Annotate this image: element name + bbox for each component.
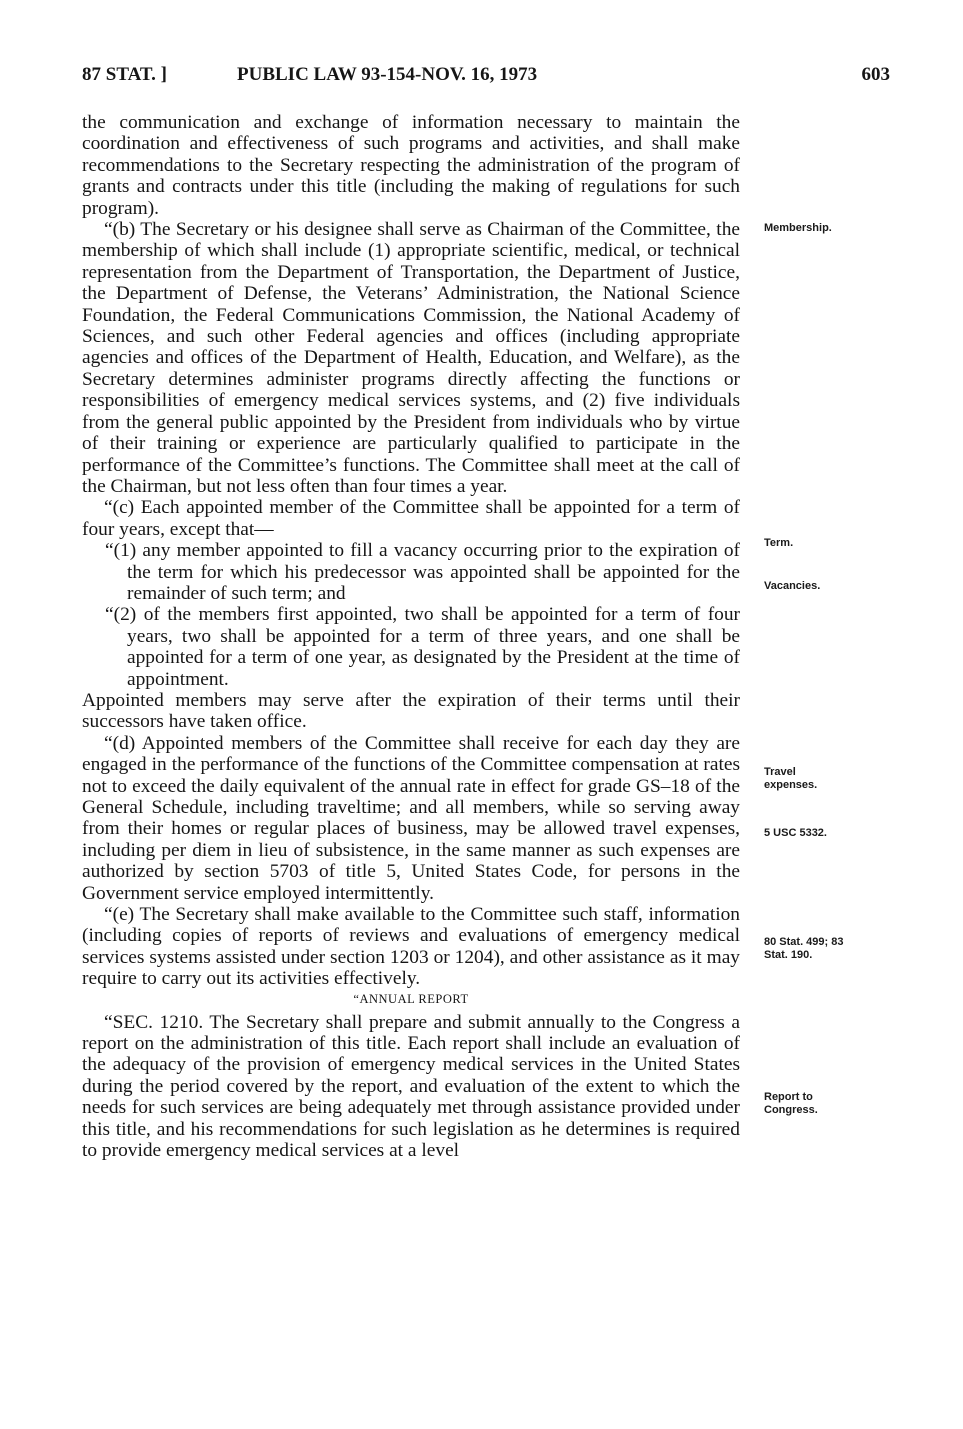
paragraph: the communication and exchange of information necessary to maintain the coordination and effectiveness of such programs and activities, and shall make recommendations to the Secretary respecting the administration of the program of grants and contracts under this title (including the making of regulations for such program). [82, 112, 740, 219]
section-heading: “ANNUAL REPORT [353, 991, 469, 1006]
paragraph: “(e) The Secretary shall make available to the Committee such staff, information (including copies of reports of reviews and evaluations of emergency medical services systems assisted under section 1203 or 1204), and other assistance as it may require to carry out its activities effectively. [82, 904, 740, 990]
page-number: 603 [861, 64, 890, 85]
subparagraph: “(2) of the members first appointed, two shall be appointed for a term of four years, two shall be appointed for a term of three years, and one shall be appointed for a term of one year, as designated by the President at the time of appointment. [105, 604, 740, 690]
margin-note-usc: 5 USC 5332. [764, 827, 827, 839]
paragraph: Appointed members may serve after the expiration of their terms until their successors have taken office. [82, 689, 740, 733]
page-title: PUBLIC LAW 93-154-NOV. 16, 1973 [237, 64, 538, 85]
margin-note-term: Term. [764, 537, 794, 549]
paragraph: “(d) Appointed members of the Committee shall receive for each day they are engaged in the performance of the functions of the Committee compensation at rates not to exceed the daily equivalent of the annual rate in effect for grade GS–18 of the General Schedule, including traveltime; and all members, while so serving away from their homes or regular places of business, may be allowed travel expenses, including per diem in lieu of subsistence, in the same manner as such expenses are authorized by section 5703 of title 5, United States Code, for persons in the Government service employed intermittently. [82, 732, 740, 904]
margin-note-report: Report to Congress. [764, 1091, 818, 1116]
margin-note-travel-expenses: Travel expenses. [764, 766, 818, 791]
page-header [82, 62, 890, 88]
paragraph: “(c) Each appointed member of the Committee shall be appointed for a term of four years, except that— [82, 497, 740, 540]
body-text [82, 112, 740, 1162]
subparagraph: “(1) any member appointed to fill a vacancy occurring prior to the expiration of the term for which his predecessor was appointed shall be appointed for the remainder of such term; and [105, 540, 740, 604]
margin-note-membership: Membership. [764, 222, 832, 234]
margin-note-stat: 80 Stat. 499; 83 Stat. 190. [764, 936, 844, 961]
margin-note-vacancies: Vacancies. [764, 580, 821, 592]
paragraph: “(b) The Secretary or his designee shall serve as Chairman of the Committee, the membership of which shall include (1) appropriate scientific, medical, or technical representation from the Department of Transportation, the Department of Justice, the Department of Defense, the Veterans’ Administration, the National Science Foundation, the Federal Communications Commission, the National Academy of Sciences, and such other Federal agencies and offices (including appropriate agencies and offices of the Department of Health, Education, and Welfare), as the Secretary determines administer programs directly affecting the functions or responsibilities of emergency medical services systems, and (2) five individuals from the general public appointed by the President from individuals who by virtue of their training or experience are particularly qualified to participate in the performance of the Committee’s functions. The Committee shall meet at the call of the Chairman, but not less often than four times a year. [82, 219, 740, 497]
statute-reference: 87 STAT. ] [82, 64, 167, 85]
paragraph: “SEC. 1210. The Secretary shall prepare and submit annually to the Congress a report on the administration of this title. Each report shall include an evaluation of the adequacy of the provision of emergency medical services in the United States during the period covered by the report, and evaluation of the extent to which the needs for such services are being adequately met through assistance provided under this title, and his recommendations for such legislation as he determines is required to provide emergency medical services at a level [82, 1011, 740, 1162]
